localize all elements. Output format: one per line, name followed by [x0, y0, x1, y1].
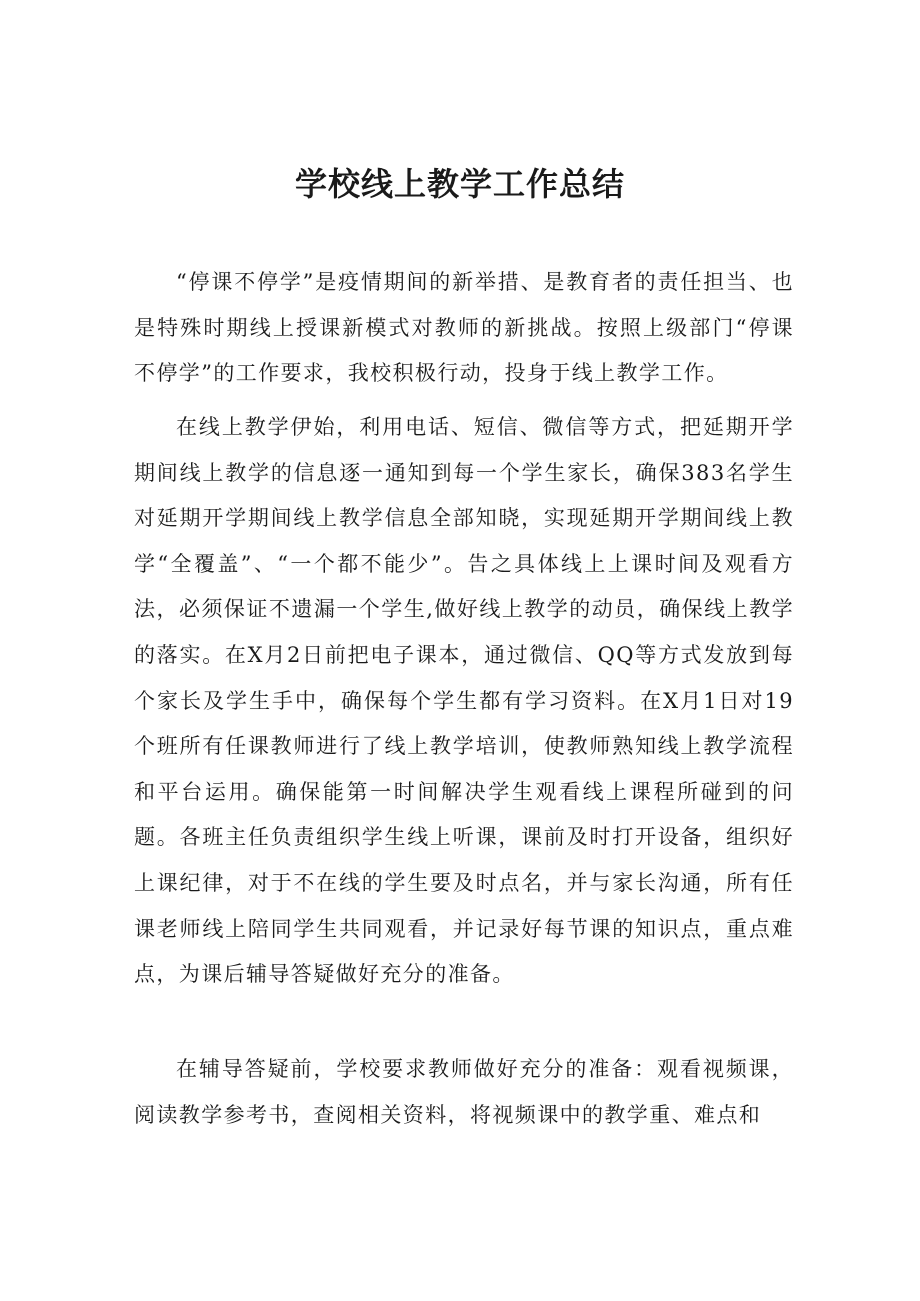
paragraph-tutoring: 在辅导答疑前，学校要求教师做好充分的准备：观看视频课，阅读教学参考书，查阅相关资料，将视频课中的教学重、难点和 — [134, 1057, 794, 1127]
paragraph-intro: “停课不停学”是疫情期间的新举措、是教育者的责任担当、也是特殊时期线上授课新模式对教师的新挑战。按照上级部门“停课不停学”的工作要求，我校积极行动，投身于线上教学工作。 — [134, 270, 794, 386]
document-title: 学校线上教学工作总结 — [294, 165, 625, 203]
paragraph-preparation: 在线上教学伊始，利用电话、短信、微信等方式，把延期开学期间线上教学的信息逐一通知到每一个学生家长，确保383名学生对延期开学期间线上教学信息全部知晓，实现延期开学期间线上教学“全覆盖”、“一个都不能少”。告之具体线上上课时间及观看方法，必须保证不遗漏一个学生,做好线上教学的动员，确保线上教学的落实。在X月2日前把电子课本，通过微信、QQ等方式发放到每个家长及学生手中，确保每个学生都有学习资料。在X月1日对19个班所有任课教师进行了线上教学培训，使教师熟知线上教学流程和平台运用。确保能第一时间解决学生观看线上课程所碰到的问题。各班主任负责组织学生线上听课，课前及时打开设备，组织好上课纪律，对于不在线的学生要及时点名，并与家长沟通，所有任课老师线上陪同学生共同观看，并记录好每节课的知识点，重点难点，为课后辅导答疑做好充分的准备。 — [134, 415, 794, 987]
